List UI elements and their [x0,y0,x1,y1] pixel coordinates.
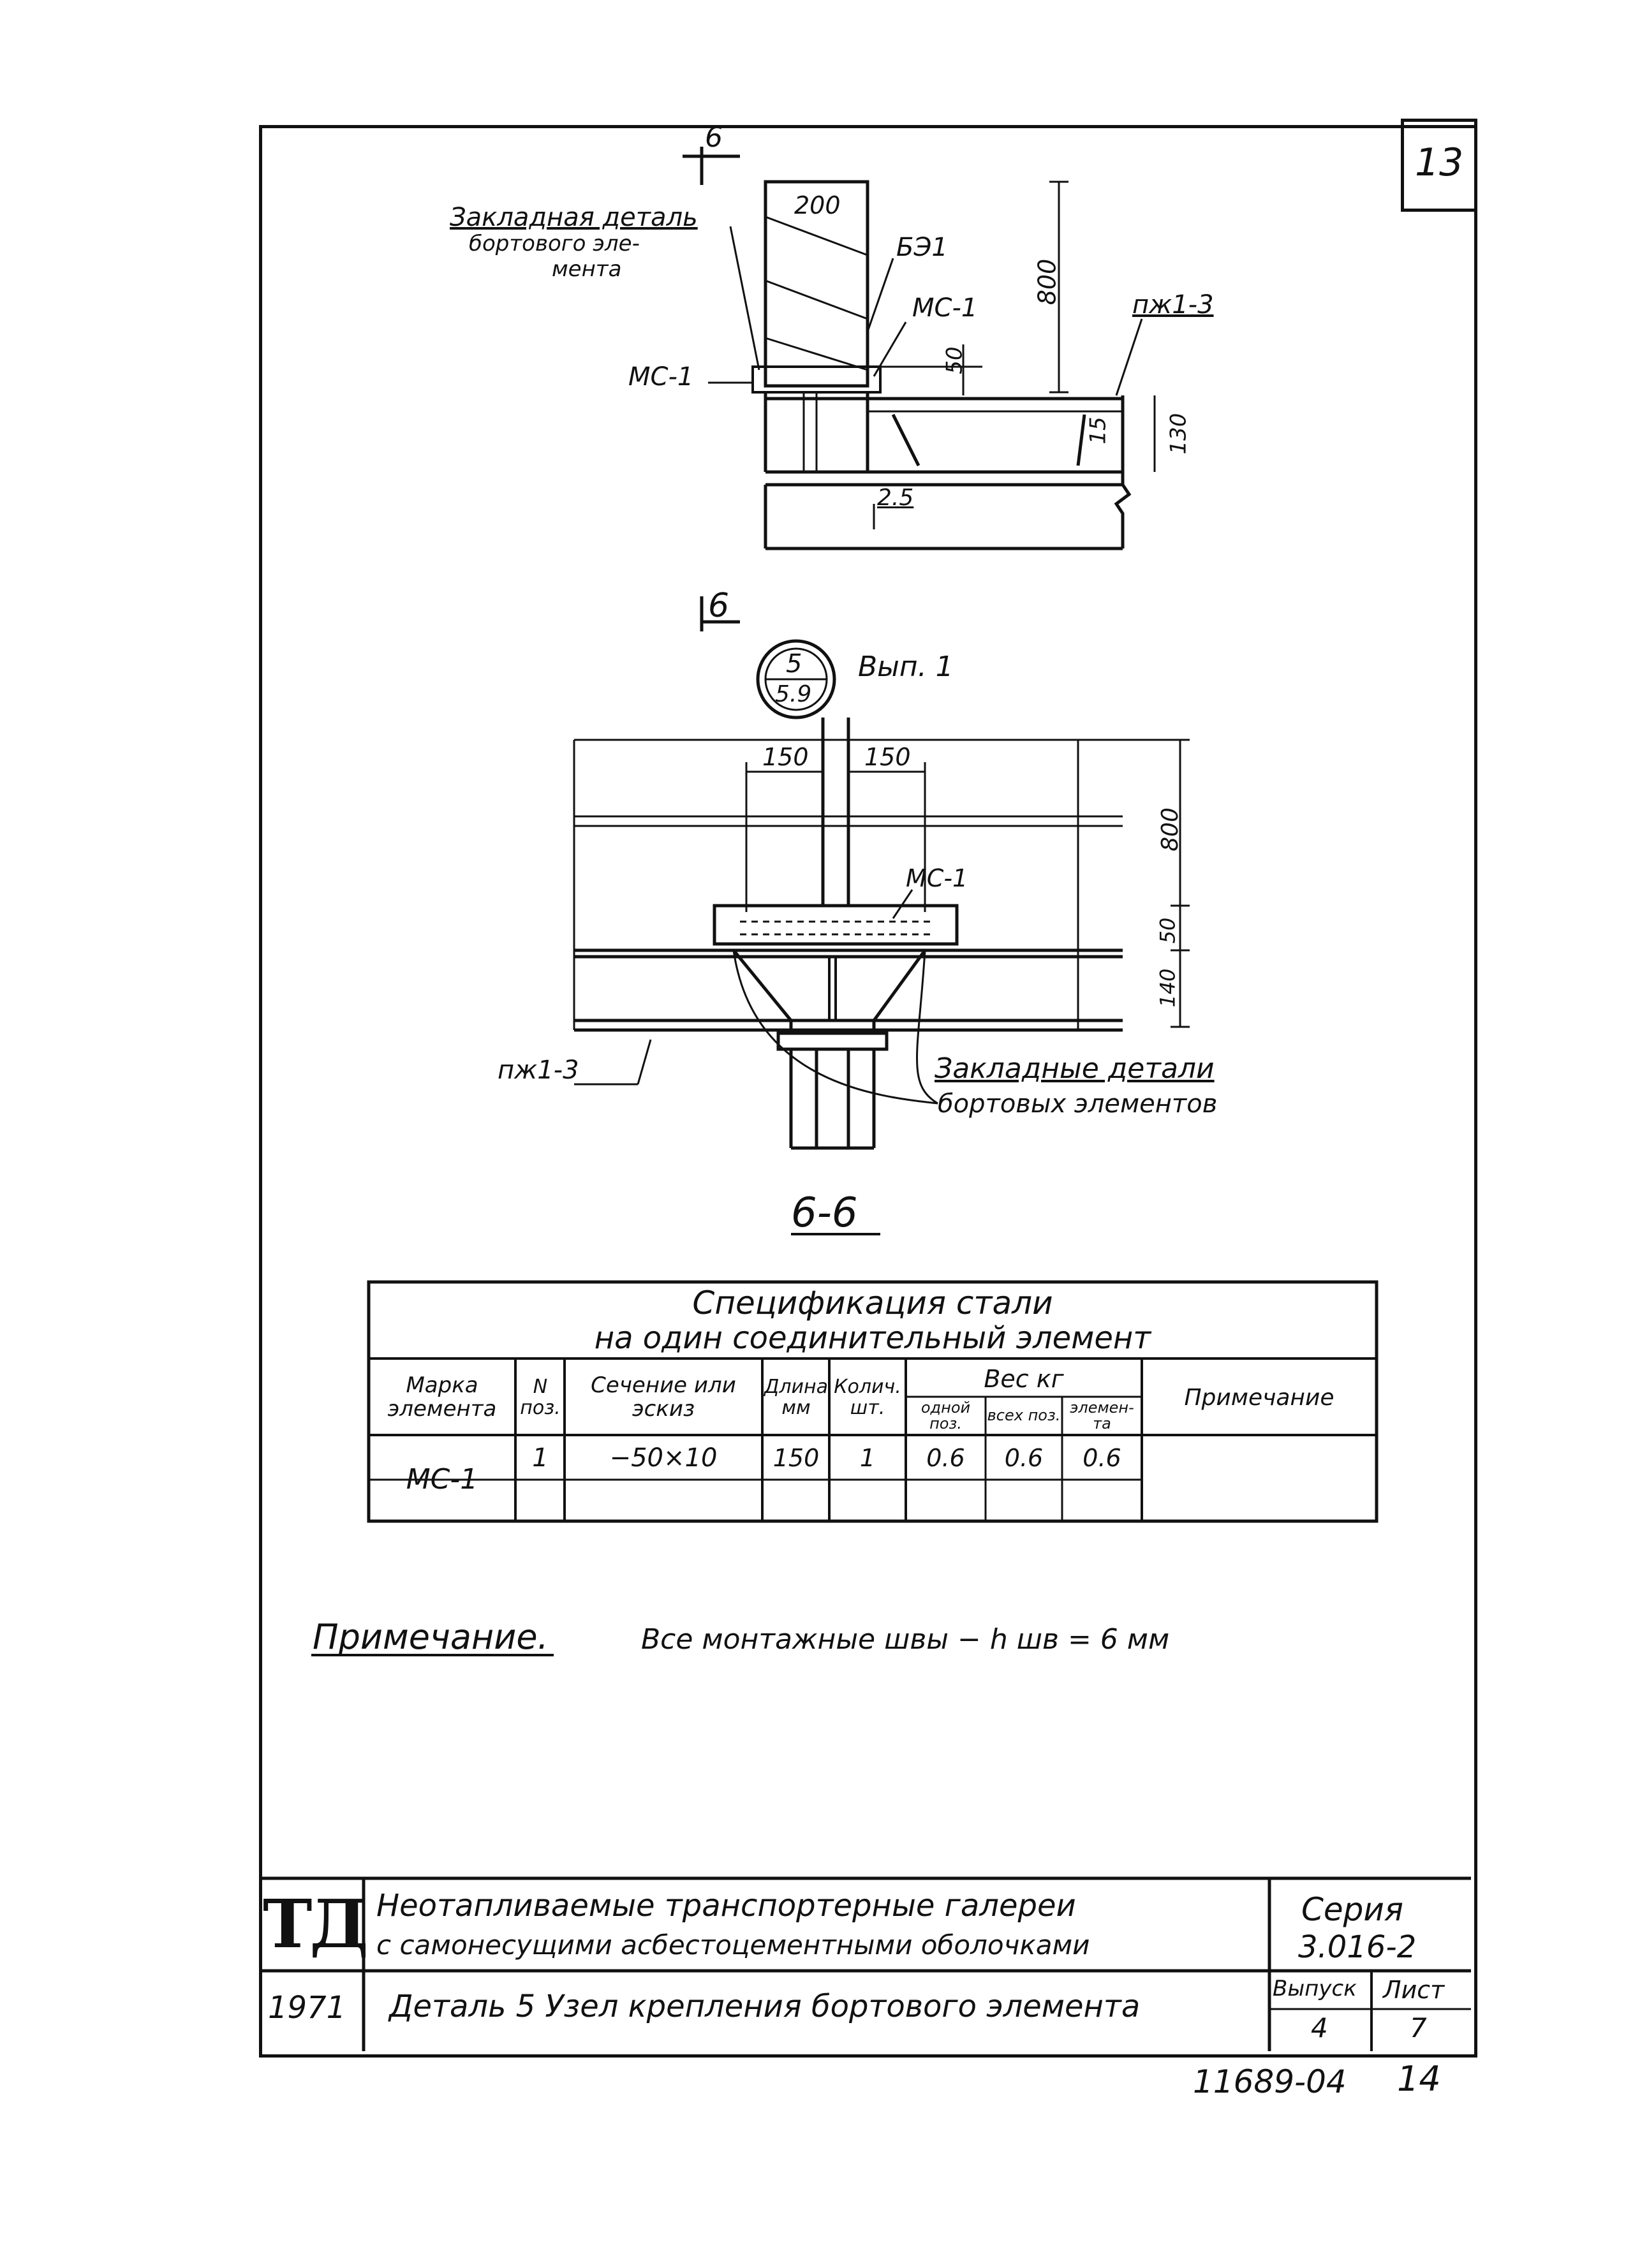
callout-bottom: 5.9 [775,681,812,707]
series-value: 3.016-2 [1298,1929,1417,1965]
dim-200: 200 [794,191,841,219]
sheet-label: Лист [1383,1976,1445,2004]
issue-value: 4 [1311,2012,1328,2043]
label-embedded-part-1: Закладная деталь [450,203,698,232]
cell-qty: 1 [859,1444,876,1472]
header-weight-one: одной поз. [920,1398,971,1432]
label-embedded-parts-2: бортовых элементов [938,1089,1218,1119]
label-embedded-part-2: бортового эле- [469,231,640,256]
spec-table-title-1: Спецификация стали [692,1284,1053,1322]
header-section: Сечение или эскиз [591,1372,736,1422]
sheet-value: 7 [1410,2012,1427,2043]
issue-label: Выпуск [1273,1976,1357,2001]
spec-table-title-2: на один соединительный элемент [594,1320,1151,1356]
dim-800-upper: 800 [1033,258,1061,306]
title-line-2: с самонесущими асбестоцементными оболочками [376,1929,1090,1961]
sheet-number: 13 [1415,140,1464,185]
header-weight-elem: элемен-та [1070,1398,1134,1432]
header-length: Длина мм [764,1376,829,1419]
label-mc1-left: МС-1 [628,362,694,392]
year: 1971 [268,1990,346,2026]
dim-50-upper: 50 [942,346,968,374]
cell-note [1143,1438,1375,1520]
header-qty: Колич. шт. [834,1376,901,1419]
callout-label: Вып. 1 [858,651,954,683]
detail-title: Деталь 5 Узел крепления бортового элемента [389,1989,1141,2024]
dim-150-left: 150 [762,743,809,771]
footer-code: 11689-04 [1193,2063,1347,2100]
footer-page: 14 [1397,2059,1441,2099]
label-embedded-part-3: мента [552,256,622,282]
note-text: Все монтажные швы − h шв = 6 мм [641,1623,1170,1656]
logo-td: ТД [263,1885,366,1963]
header-weight-all: всех поз. [987,1406,1061,1425]
series-label: Серия [1301,1891,1403,1928]
title-line-1: Неотапливаемые транспортерные галереи [376,1888,1076,1924]
cell-weight-all: 0.6 [1004,1444,1044,1472]
dim-130: 130 [1165,413,1192,455]
section-mark-top: 6 [705,121,723,154]
label-be1: БЭ1 [896,233,948,262]
dim-800-lower: 800 [1157,807,1183,851]
section-mark-bottom: 6 [708,587,730,625]
label-mc1-lower: МС-1 [906,864,968,892]
header-pos: N поз. [520,1376,561,1419]
cell-section: −50×10 [609,1443,718,1473]
cell-length: 150 [772,1444,820,1472]
label-mc1-right: МС-1 [912,293,978,323]
dim-140: 140 [1155,968,1180,1008]
header-mark: Марка элемента [387,1372,497,1422]
dim-15: 15 [1085,416,1111,445]
cell-pos: 1 [532,1443,549,1473]
label-embedded-parts-1: Закладные детали [935,1052,1215,1085]
section-title: 6-6 [791,1189,858,1237]
cell-weight-elem: 0.6 [1083,1444,1121,1472]
note-label: Примечание. [313,1617,549,1657]
header-weight: Вес кг [984,1365,1064,1393]
callout-top: 5 [786,649,802,679]
dim-2-5: 2.5 [877,485,914,511]
header-note: Примечание [1184,1384,1334,1411]
label-pzh-lower: пж1-3 [498,1056,579,1085]
dim-150-right: 150 [864,743,911,771]
dim-50-lower: 50 [1155,917,1180,944]
cell-weight-one: 0.6 [926,1444,965,1472]
label-pzh-upper: пж1-3 [1132,290,1214,320]
cell-mark: МС-1 [406,1462,478,1496]
